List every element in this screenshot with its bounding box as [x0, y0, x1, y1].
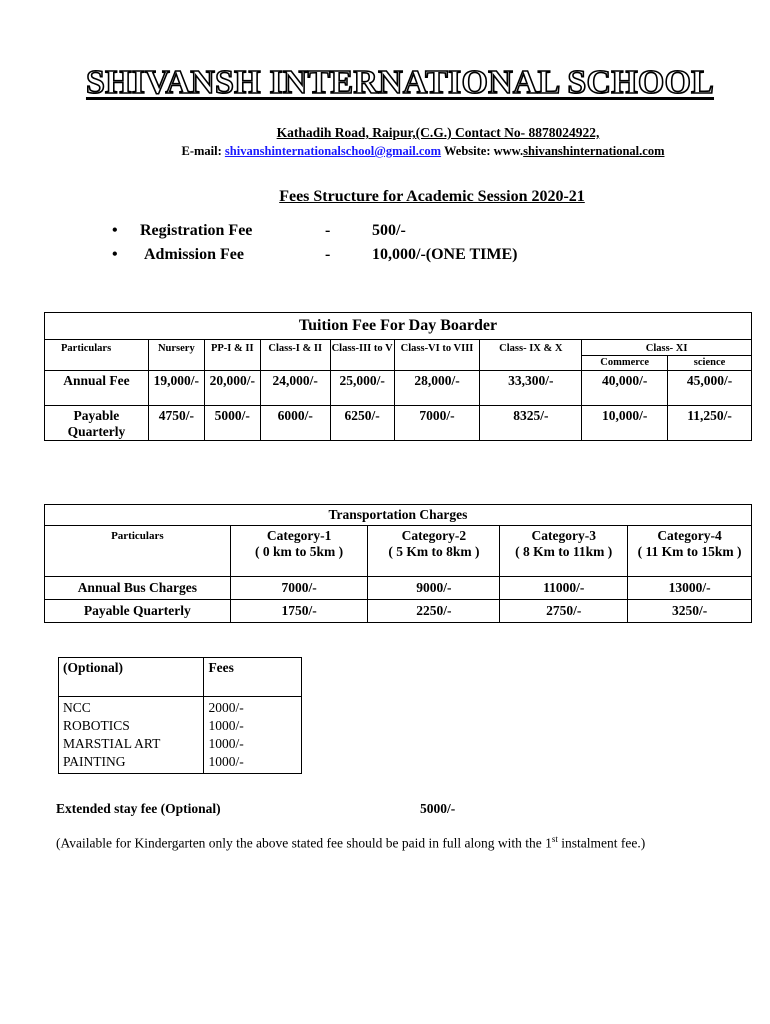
list-item: MARSTIAL ART	[63, 736, 161, 751]
cell: 2750/-	[500, 600, 628, 623]
header-nursery: Nursery	[148, 340, 204, 371]
email-link[interactable]: shivanshinternationalschool@gmail.com	[224, 144, 442, 158]
header-class-9-10: Class- IX & X	[480, 340, 582, 371]
list-item: ROBOTICS	[63, 718, 130, 733]
cell: 33,300/-	[480, 371, 582, 406]
extended-amount: 5000/-	[420, 801, 456, 816]
table-row	[45, 406, 752, 441]
category-name: Category-3	[531, 528, 596, 543]
list-item: 2000/-	[208, 700, 244, 715]
header-pp: PP-I & II	[204, 340, 260, 371]
category-range: ( 0 km to 5km )	[255, 544, 344, 559]
category-name: Category-1	[266, 528, 332, 543]
cell: 45,000/-	[668, 371, 752, 406]
list-item: 1000/-	[208, 736, 244, 751]
tuition-table-title: Tuition Fee For Day Boarder	[45, 313, 752, 340]
cell: 28,000/-	[394, 371, 480, 406]
website-link[interactable]: shivanshinternational.com	[523, 144, 665, 158]
cell: 25,000/-	[330, 371, 394, 406]
cell: 20,000/-	[204, 371, 260, 406]
school-address: Kathadih Road, Raipur,(C.G.) Contact No- 8878024922,	[276, 125, 600, 140]
row-label: Annual Fee	[45, 371, 149, 406]
table-row	[45, 371, 752, 406]
cell: 7000/-	[394, 406, 480, 441]
cell: 9000/-	[368, 577, 500, 600]
cell: 6000/-	[260, 406, 330, 441]
cell: 4750/-	[148, 406, 204, 441]
cell: 6250/-	[330, 406, 394, 441]
transport-charges-table	[44, 504, 752, 623]
table-row	[45, 600, 752, 623]
list-item: 1000/-	[208, 754, 244, 769]
header-optional: (Optional)	[59, 658, 204, 697]
header-category-1	[230, 526, 368, 577]
fee-dash: -	[325, 222, 331, 239]
contact-line	[0, 144, 770, 159]
header-particulars: Particulars	[45, 340, 149, 371]
cell: 5000/-	[204, 406, 260, 441]
email-label: E-mail:	[181, 144, 222, 158]
school-name: SHIVANSH INTERNATIONAL SCHOOL	[85, 64, 715, 101]
header-category-3	[500, 526, 628, 577]
row-label: Annual Bus Charges	[45, 577, 231, 600]
optional-fees-table	[58, 657, 302, 774]
cell: 40,000/-	[582, 371, 668, 406]
cell: 11,250/-	[668, 406, 752, 441]
fee-amount: 10,000/-(ONE TIME)	[372, 246, 518, 263]
cell: 19,000/-	[148, 371, 204, 406]
note-text: (Available for Kindergarten only the above stated fee should be paid in full along with the 1	[56, 835, 552, 851]
header-class-6-8: Class-VI to VIII	[394, 340, 480, 371]
kindergarten-note	[56, 834, 645, 852]
category-name: Category-4	[657, 528, 722, 543]
cell: 8325/-	[480, 406, 582, 441]
extended-label: Extended stay fee (Optional)	[56, 801, 221, 816]
header-class-3-5: Class-III to V	[330, 340, 394, 371]
cell: 24,000/-	[260, 371, 330, 406]
header-science: science	[668, 356, 752, 371]
row-label: Payable Quarterly	[45, 406, 149, 441]
cell: 10,000/-	[582, 406, 668, 441]
bullet: •	[112, 246, 118, 263]
header-commerce: Commerce	[582, 356, 668, 371]
cell: 11000/-	[500, 577, 628, 600]
cell: 1750/-	[230, 600, 368, 623]
list-item: PAINTING	[63, 754, 126, 769]
cell: 2250/-	[368, 600, 500, 623]
category-range: ( 11 Km to 15km )	[637, 544, 742, 559]
fee-amount: 500/-	[372, 222, 406, 239]
header-fees: Fees	[204, 658, 302, 697]
fees-structure-title: Fees Structure for Academic Session 2020-21	[279, 188, 585, 205]
cell: 13000/-	[628, 577, 752, 600]
table-row	[45, 577, 752, 600]
list-item: 1000/-	[208, 718, 244, 733]
cell: 7000/-	[230, 577, 368, 600]
tuition-fee-table	[44, 312, 752, 441]
header-class-1-2: Class-I & II	[260, 340, 330, 371]
extended-stay-fee	[56, 801, 456, 817]
header-class-11: Class- XI	[582, 340, 752, 356]
note-sup: st	[551, 834, 558, 844]
category-name: Category-2	[401, 528, 467, 543]
fee-label: Admission Fee	[144, 246, 244, 263]
category-range: ( 8 Km to 11km )	[515, 544, 613, 559]
list-item: NCC	[63, 700, 91, 715]
fee-label: Registration Fee	[140, 222, 253, 239]
row-label: Payable Quarterly	[45, 600, 231, 623]
bullet: •	[112, 222, 118, 239]
header-category-4	[628, 526, 752, 577]
fee-dash: -	[325, 246, 331, 263]
optional-items	[59, 697, 204, 774]
website-label: Website: www.	[443, 144, 524, 158]
optional-fees	[204, 697, 302, 774]
header-category-2	[368, 526, 500, 577]
category-range: ( 5 Km to 8km )	[388, 544, 480, 559]
header-particulars: Particulars	[45, 526, 231, 577]
note-text-end: instalment fee.)	[557, 835, 646, 851]
transport-table-title: Transportation Charges	[45, 505, 752, 526]
cell: 3250/-	[628, 600, 752, 623]
